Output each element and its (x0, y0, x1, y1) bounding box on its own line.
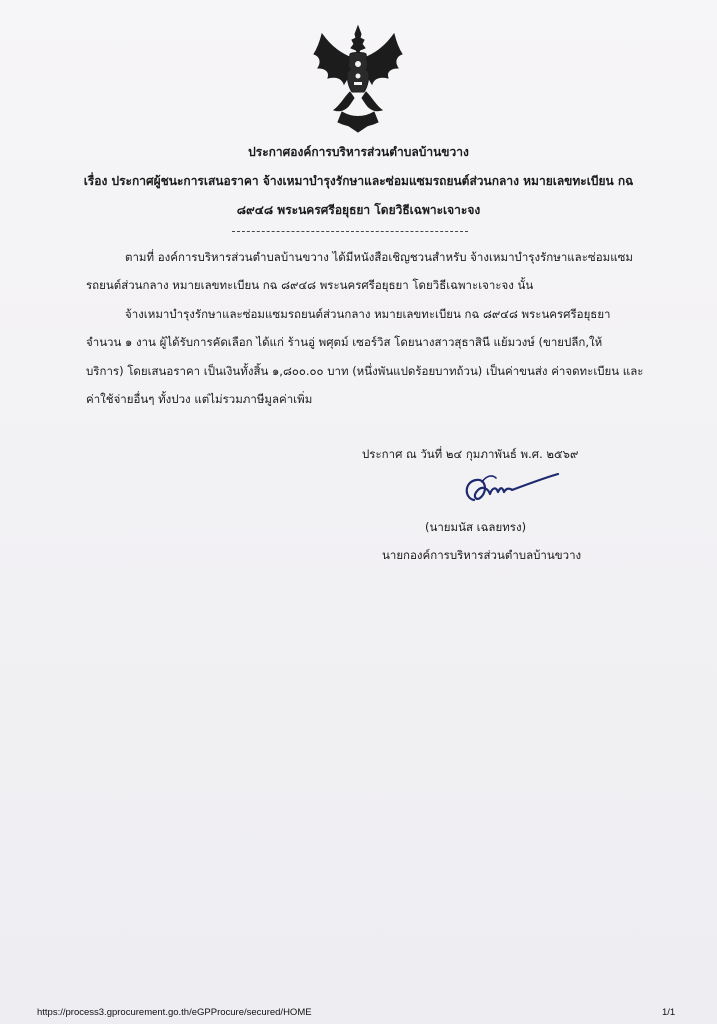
body-line: รถยนต์ส่วนกลาง หมายเลขทะเบียน กฉ ๘๙๔๘ พระนครศรีอยุธยา โดยวิธีเฉพาะเจาะจง นั้น (86, 278, 534, 292)
announcement-subject-line-1: เรื่อง ประกาศผู้ชนะการเสนอราคา จ้างเหมาบำรุงรักษาและซ่อมแซมรถยนต์ส่วนกลาง หมายเลขทะเบียน กฉ (83, 174, 634, 188)
announcement-date: ประกาศ ณ วันที่ ๒๔ กุมภาพันธ์ พ.ศ. ๒๕๖๙ (362, 447, 579, 461)
footer-url: https://process3.gprocurement.go.th/eGPProcure/secured/HOME (37, 1007, 312, 1018)
body-line: จ้างเหมาบำรุงรักษาและซ่อมแซมรถยนต์ส่วนกลาง หมายเลขทะเบียน กฉ ๘๙๔๘ พระนครศรีอยุธยา (125, 307, 611, 321)
announcement-subject-line-2: ๘๙๔๘ พระนครศรีอยุธยา โดยวิธีเฉพาะเจาะจง (236, 203, 481, 217)
body-line: จำนวน ๑ งาน ผู้ได้รับการคัดเลือก ได้แก่ ร้านอู่ พศุตม์ เซอร์วิส โดยนางสาวสุธาสินี แย้มวงษ์ (ขายปลีก,ให้ (86, 335, 603, 349)
announcement-org-heading: ประกาศองค์การบริหารส่วนตำบลบ้านขวาง (248, 145, 469, 159)
signer-position: นายกองค์การบริหารส่วนตำบลบ้านขวาง (382, 548, 582, 562)
body-line: ค่าใช้จ่ายอื่นๆ ทั้งปวง แต่ไม่รวมภาษีมูลค่าเพิ่ม (86, 392, 313, 406)
footer-page-number: 1/1 (662, 1007, 676, 1018)
body-line: บริการ) โดยเสนอราคา เป็นเงินทั้งสิ้น ๑,๘๐๐.๐๐ บาท (หนึ่งพันแปดร้อยบาทถ้วน) เป็นค่าขนส่ง ค่าจดทะเบียน และ (86, 364, 644, 378)
signature-icon (458, 470, 562, 510)
signer-name: (นายมนัส เฉลยทรง) (425, 520, 527, 534)
garuda-emblem-icon (312, 24, 404, 134)
body-line: ตามที่ องค์การบริหารส่วนตำบลบ้านขวาง ได้มีหนังสือเชิญชวนสำหรับ จ้างเหมาบำรุงรักษาและซ่อมแซม (125, 250, 633, 264)
heading-divider (232, 231, 468, 232)
